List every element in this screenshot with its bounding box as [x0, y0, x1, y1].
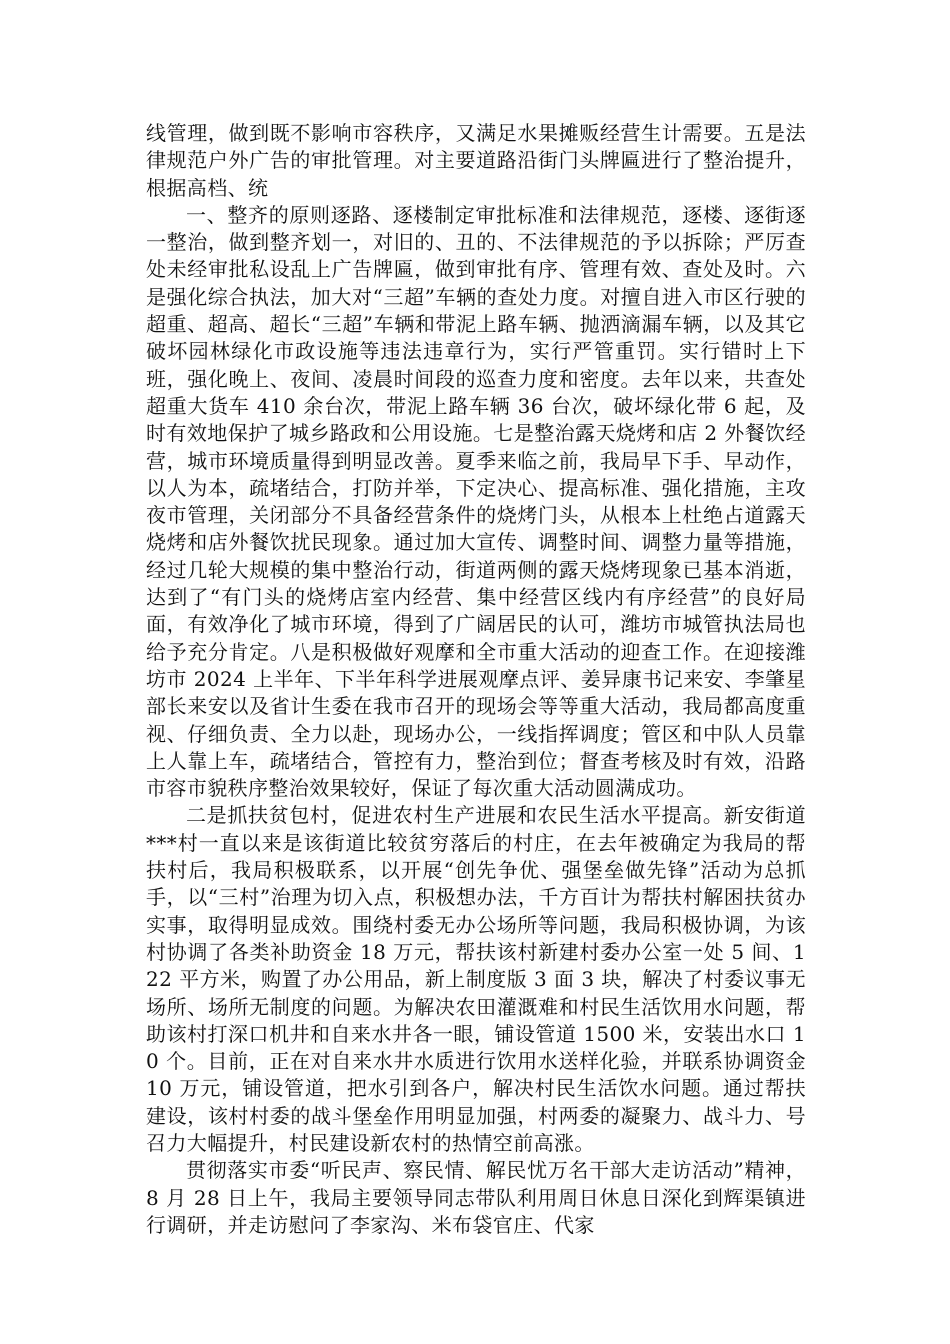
paragraph-visit-activity: 贯彻落实市委“听民声、察民情、解民忧万名干部大走访活动”精神，8 月 28 日上午，我局主要领导同志带队利用周日休息日深化到辉渠镇进行调研，并走访慰问了李家沟、米布袋官庄、代家 — [146, 1158, 806, 1237]
paragraph-poverty-assistance: 二是抓扶贫包村，促进农村生产进展和农民生活水平提高。新安街道***村一直以来是该街道比较贫穷落后的村庄，在去年被确定为我局的帮扶村后，我局积极联系，以开展“创先争优、强堡垒做先锋”活动为总抓手，以“三村”治理为切入点，积极想办法，千方百计为帮扶村解困扶贫办实事，取得明显成效。围绕村委无办公场所等问题，我局积极协调，为该村协调了各类补助资金 18 万元，帮扶该村新建村委办公室一处 5 间、122 平方米，购置了办公用品，新上制度版 3 面 3 块，解决了村委议事无场所、场所无制度的问题。为解决农田灌溉难和村民生活饮用水问题，帮助该村打深口机井和自来水井各一眼，铺设管道 1500 米，安装出水口 10 个。目前，正在对自来水井水质进行饮用水送样化验，并联系协调资金 10 万元，铺设管道，把水引到各户，解决村民生活饮水问题。通过帮扶建设，该村村委的战斗堡垒作用明显加强，村两委的凝聚力、战斗力、号召力大幅提升，村民建设新农村的热情空前高涨。 — [146, 803, 806, 1155]
paragraph-street-management: 线管理，做到既不影响市容秩序，又满足水果摊贩经营生计需要。五是法律规范户外广告的审批管理。对主要道路沿街门头牌匾进行了整治提升，根据高档、统 — [146, 121, 806, 200]
document-page — [146, 120, 806, 1239]
paragraph-rectification-enforcement: 一、整齐的原则逐路、逐楼制定审批标准和法律规范，逐楼、逐街逐一整治，做到整齐划一，对旧的、丑的、不法律规范的予以拆除；严厉查处未经审批私设乱上广告牌匾，做到审批有序、管理有效、查处及时。六是强化综合执法，加大对“三超”车辆的查处力度。对擅自进入市区行驶的超重、超高、超长“三超”车辆和带泥上路车辆、抛洒滴漏车辆，以及其它破坏园林绿化市政设施等违法违章行为，实行严管重罚。实行错时上下班，强化晚上、夜间、凌晨时间段的巡查力度和密度。去年以来，共查处超重大货车 410 余台次，带泥上路车辆 36 台次，破坏绿化带 6 起，及时有效地保护了城乡路政和公用设施。七是整治露天烧烤和店 2 外餐饮经营，城市环境质量得到明显改善。夏季来临之前，我局早下手、早动作，以人为本，疏堵结合，打防并举，下定决心、提高标准、强化措施，主攻夜市管理，关闭部分不具备经营条件的烧烤门头，从根本上杜绝占道露天烧烤和店外餐饮扰民现象。通过加大宣传、调整时间、调整力量等措施，经过几轮大规模的集中整治行动，街道两侧的露天烧烤现象已基本消逝，达到了“有门头的烧烤店室内经营、集中经营区线内有序经营”的良好局面，有效净化了城市环境，得到了广阔居民的认可，潍坊市城管执法局也给予充分肯定。八是积极做好观摩和全市重大活动的迎查工作。在迎接潍坊市 2024 上半年、下半年科学进展观摩点评、姜异康书记来安、李肇星部长来安以及省计生委在我市召开的现场会等等重大活动，我局都高度重视、仔细负责、全力以赴，现场办公，一线指挥调度；管区和中队人员靠上人靠上车，疏堵结合，管控有力，整治到位；督查考核及时有效，沿路市容市貌秩序整治效果较好，保证了每次重大活动圆满成功。 — [146, 202, 806, 801]
